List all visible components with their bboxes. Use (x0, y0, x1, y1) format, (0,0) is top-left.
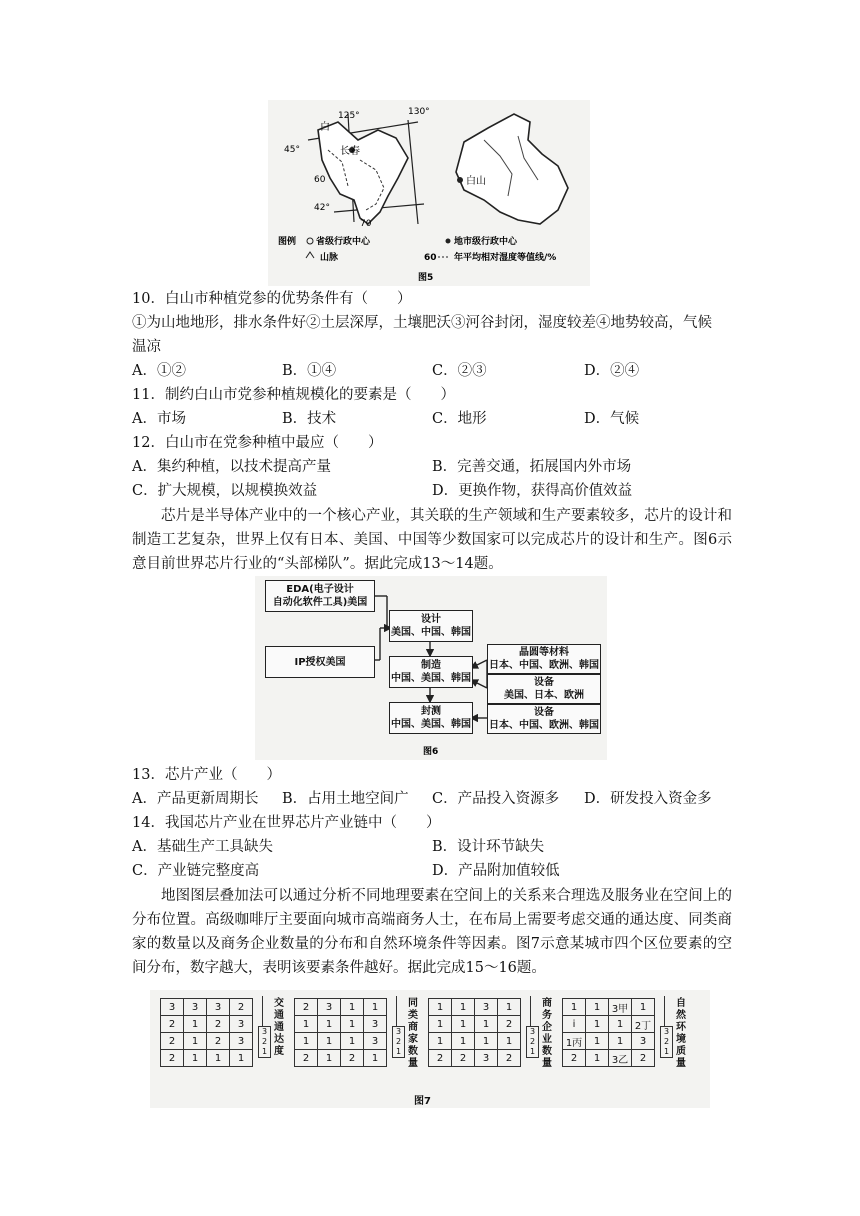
fig7-arrow-3 (530, 996, 531, 1026)
fig7-grid-row (563, 1016, 655, 1033)
place-baishan: 白山 (466, 176, 486, 187)
fig7-grid-row (295, 999, 387, 1016)
legend-humidity-value: 60 (424, 253, 437, 263)
fig7-grid-cell: 1 (184, 1050, 207, 1067)
fig7-grid-cell: 3 (318, 999, 341, 1016)
figure-7-caption: 图7 (414, 1096, 431, 1107)
box-ip (265, 646, 375, 678)
fig7-grid-cell: 3 (230, 1016, 253, 1033)
q12-option-b[interactable]: B．完善交通，拓展国内外市场 (432, 459, 632, 475)
q10-option-c[interactable]: C．②③ (432, 363, 487, 379)
fig7-scale-1 (258, 1026, 271, 1058)
fig7-grid-cell: 2 (207, 1016, 230, 1033)
fig7-grid-row (429, 1033, 521, 1050)
fig7-grid-cell: 1 (207, 1050, 230, 1067)
q13-option-d[interactable]: D．研发投入资金多 (584, 791, 712, 807)
q11-option-a[interactable]: A．市场 (132, 411, 186, 427)
fig7-grid-cell: 1 (452, 1016, 475, 1033)
q13-stem: 13．芯片产业（ ） (132, 767, 281, 783)
fig7-grid-row (429, 1050, 521, 1067)
box-package (389, 702, 473, 734)
box-wafer (487, 644, 601, 674)
fig7-grid-row (429, 999, 521, 1016)
fig7-grid-cell: 1 (429, 1016, 452, 1033)
box-manufacture-countries: 中国、美国、韩国 (391, 673, 471, 684)
fig7-grid-cell: 1 (452, 999, 475, 1016)
fig7-scale-value: 2 (663, 1037, 670, 1046)
q11-stem: 11．制约白山市党参种植规模化的要素是（ ） (132, 387, 455, 403)
fig7-scale-4 (660, 1026, 673, 1058)
fig7-grid-cell: 3甲 (609, 999, 632, 1016)
box-manufacture (389, 656, 473, 688)
box-equipment-2-title: 设备 (534, 707, 554, 718)
fig7-grid-4 (562, 998, 655, 1067)
fig7-grid-cell: 1 (609, 1033, 632, 1050)
fig7-grid-row (161, 999, 253, 1016)
lon-125: 125° (338, 111, 360, 121)
fig7-grid-cell: 2 (207, 1033, 230, 1050)
q10-stem: 10．白山市种植党参的优势条件有（ ） (132, 291, 412, 307)
fig7-grid-cell: 3 (632, 1033, 655, 1050)
q11-option-d[interactable]: D．气候 (584, 411, 640, 427)
fig7-grid-cell: 1 (364, 1050, 387, 1067)
fig7-grid-cell: 2 (161, 1016, 184, 1033)
legend-prefix: 图例 (278, 237, 297, 247)
box-ip-label: IP授权美国 (294, 656, 346, 668)
box-equipment-1-countries: 美国、日本、欧洲 (504, 690, 584, 701)
fig7-grid-row (563, 1033, 655, 1050)
fig7-grid-cell: 3 (475, 999, 498, 1016)
fig7-scale-value: 3 (663, 1027, 670, 1036)
fig7-scale-value: 2 (395, 1037, 402, 1046)
q12-option-c[interactable]: C．扩大规模，以规模换效益 (132, 483, 318, 499)
q10-option-b[interactable]: B．①④ (282, 363, 337, 379)
fig7-grid-cell: 1 (230, 1050, 253, 1067)
q12-option-d[interactable]: D．更换作物，获得高价值效益 (432, 483, 633, 499)
fig7-grid-row (295, 1016, 387, 1033)
fig7-grid-cell: 2 (341, 1050, 364, 1067)
fig7-grid-cell: 1 (586, 1033, 609, 1050)
fig7-scale-value: 2 (261, 1037, 268, 1046)
box-wafer-countries: 日本、中国、欧洲、韩国 (489, 660, 599, 671)
fig7-grid-cell: 2 (563, 1050, 586, 1067)
fig7-scale-value: 1 (261, 1047, 268, 1056)
q13-option-c[interactable]: C．产品投入资源多 (432, 791, 560, 807)
box-design (389, 610, 473, 642)
fig7-scale-3 (526, 1026, 539, 1058)
fig7-grid-cell: 1 (609, 1016, 632, 1033)
fig7-grid-cell: 1 (563, 999, 586, 1016)
fig7-grid-cell: 3 (364, 1016, 387, 1033)
q12-stem: 12．白山市在党参种植中最应（ ） (132, 435, 383, 451)
fig7-scale-value: 2 (529, 1037, 536, 1046)
q10-statements-1: ①为山地地形，排水条件好②土层深厚，土壤肥沃③河谷封闭，湿度较差④地势较高，气候 (132, 315, 712, 331)
q13-option-a[interactable]: A．产品更新周期长 (132, 791, 259, 807)
lon-130: 130° (408, 107, 430, 117)
fig7-grid-cell: 2 (498, 1016, 521, 1033)
fig7-grid-cell: 2 (230, 999, 253, 1016)
figure-5 (268, 100, 590, 286)
q10-option-d[interactable]: D．②④ (584, 363, 640, 379)
contour-70: 70 (360, 219, 372, 229)
fig7-grid-cell: 1丙 (563, 1033, 586, 1050)
fig7-grid-cell: 1 (586, 999, 609, 1016)
box-eda (265, 580, 375, 612)
lat-45: 45° (284, 145, 300, 155)
fig7-grid-cell: 1 (498, 1033, 521, 1050)
fig7-grid-cell: 1 (429, 999, 452, 1016)
fig7-grid-cell: 1 (184, 1016, 207, 1033)
fig7-grid-cell: 1 (318, 1050, 341, 1067)
fig7-grid-cell: 2 (161, 1033, 184, 1050)
q14-option-a[interactable]: A．基础生产工具缺失 (132, 839, 273, 855)
legend-humidity: 年平均相对湿度等值线/% (454, 253, 557, 263)
fig7-grid-row (161, 1050, 253, 1067)
fig7-grid-cell: 3 (207, 999, 230, 1016)
fig7-grid-cell: 1 (318, 1033, 341, 1050)
fig7-grid-cell: 1 (429, 1033, 452, 1050)
passage-chip: 芯片是半导体产业中的一个核心产业，其关联的生产领域和生产要素较多，芯片的设计和制造工艺复杂，世界上仅有日本、美国、中国等少数国家可以完成芯片的设计和生产。图6示意目前世界芯片行业的“头部梯队”。据此完成13～14题。 (132, 508, 732, 572)
box-manufacture-title: 制造 (421, 660, 441, 671)
fig7-grid-cell: 2 (295, 999, 318, 1016)
fig7-grid-cell: 1 (184, 1033, 207, 1050)
fig7-grid-cell: 2 (632, 1050, 655, 1067)
fig7-grid-cell: 1 (586, 1050, 609, 1067)
fig7-grid-2 (294, 998, 387, 1067)
box-eda-line2: 自动化软件工具)美国 (272, 597, 368, 608)
place-changchun: 长春 (340, 146, 360, 157)
fig7-scale-value: 3 (529, 1027, 536, 1036)
contour-60: 60 (314, 175, 326, 185)
fig7-grid-cell: 1 (475, 1033, 498, 1050)
fig7-label-3: 商务企业数量 (542, 998, 552, 1069)
fig7-grid-cell: 3 (184, 999, 207, 1016)
fig7-grid-cell: 2 (498, 1050, 521, 1067)
fig7-grid-cell: 2 (161, 1050, 184, 1067)
fig7-grid-cell: 2 (295, 1050, 318, 1067)
fig7-grid-cell: i (563, 1016, 586, 1033)
q14-stem: 14．我国芯片产业在世界芯片产业链中（ ） (132, 815, 441, 831)
fig7-arrow-1 (262, 996, 263, 1026)
box-design-title: 设计 (421, 614, 441, 625)
fig7-scale-value: 1 (663, 1047, 670, 1056)
figure-5-caption: 图5 (418, 273, 434, 283)
fig7-grid-cell: 1 (475, 1016, 498, 1033)
fig7-grid-cell: 1 (341, 1033, 364, 1050)
fig7-grid-row (161, 1016, 253, 1033)
box-package-countries: 中国、美国、韩国 (391, 719, 471, 730)
fig7-grid-row (295, 1050, 387, 1067)
box-equipment-2 (487, 704, 601, 734)
box-equipment-1-title: 设备 (534, 677, 554, 688)
fig7-grid-cell: 1 (295, 1033, 318, 1050)
q14-option-d[interactable]: D．产品附加值较低 (432, 863, 560, 879)
fig7-grid-cell: 3 (230, 1033, 253, 1050)
fig7-grid-cell: 2丁 (632, 1016, 655, 1033)
q11-option-b[interactable]: B．技术 (282, 411, 337, 427)
q10-option-a[interactable]: A．①② (132, 363, 186, 379)
box-wafer-title: 晶圆等材料 (519, 647, 569, 658)
fig7-grid-row (161, 1033, 253, 1050)
figure-7 (150, 990, 710, 1108)
fig7-grid-cell: 1 (452, 1033, 475, 1050)
fig7-grid-row (429, 1016, 521, 1033)
fig7-scale-value: 3 (395, 1027, 402, 1036)
fig7-grid-cell: 3 (364, 1033, 387, 1050)
fig7-label-2: 同类商家数量 (408, 998, 418, 1069)
box-design-countries: 美国、中国、韩国 (391, 627, 471, 638)
q12-option-a[interactable]: A．集约种植，以技术提高产量 (132, 459, 331, 475)
fig7-grid-cell: 1 (586, 1016, 609, 1033)
legend-prefecture: 地市级行政中心 (454, 237, 518, 247)
fig7-grid-cell: 1 (364, 999, 387, 1016)
figure-5-map (268, 100, 590, 286)
fig7-grid-cell: 1 (318, 1016, 341, 1033)
fig7-grid-cell: 1 (341, 999, 364, 1016)
fig7-grid-cell: 3乙 (609, 1050, 632, 1067)
fig7-scale-value: 1 (395, 1047, 402, 1056)
fig7-grid-cell: 1 (295, 1016, 318, 1033)
fig7-grid-cell: 2 (452, 1050, 475, 1067)
fig7-grid-row (295, 1033, 387, 1050)
fig7-grid-cell: 3 (161, 999, 184, 1016)
fig7-arrow-4 (664, 996, 665, 1026)
figure-6 (255, 576, 607, 760)
q11-option-c[interactable]: C．地形 (432, 411, 487, 427)
fig7-label-4: 自然环境质量 (676, 998, 686, 1069)
fig7-arrow-2 (396, 996, 397, 1026)
q14-option-c[interactable]: C．产业链完整度高 (132, 863, 260, 879)
figure-6-caption: 图6 (423, 747, 439, 757)
passage-cafe: 地图图层叠加法可以通过分析不同地理要素在空间上的关系来合理选及服务业在空间上的分布位置。高级咖啡厅主要面向城市高端商务人士，在布局上需要考虑交通的通达度、同类商家的数量以及商务企业数量的分布和自然环境条件等因素。图7示意某城市四个区位要素的空间分布，数字越大，表明该要素条件越好。据此完成15～16题。 (132, 888, 732, 976)
lat-42: 42° (314, 203, 330, 213)
fig7-grid-row (563, 1050, 655, 1067)
legend-mountain: 山脉 (320, 253, 339, 263)
box-equipment-1 (487, 674, 601, 704)
fig7-scale-2 (392, 1026, 405, 1058)
fig7-scale-value: 1 (529, 1047, 536, 1056)
box-eda-line1: EDA(电子设计 (286, 584, 354, 595)
place-bai: 白 (320, 122, 330, 133)
fig7-grid-cell: 1 (498, 999, 521, 1016)
fig7-grid-cell: 3 (475, 1050, 498, 1067)
q13-option-b[interactable]: B．占用土地空间广 (282, 791, 409, 807)
q10-statements-2: 温凉 (132, 339, 161, 355)
box-package-title: 封测 (421, 706, 441, 717)
fig7-label-1: 交通通达度 (274, 998, 284, 1057)
fig7-grid-cell: 2 (429, 1050, 452, 1067)
box-equipment-2-countries: 日本、中国、欧洲、韩国 (489, 720, 599, 731)
fig7-grid-cell: 1 (632, 999, 655, 1016)
q14-option-b[interactable]: B．设计环节缺失 (432, 839, 545, 855)
fig7-grid-row (563, 999, 655, 1016)
fig7-grid-3 (428, 998, 521, 1067)
fig7-grid-1 (160, 998, 253, 1067)
legend-provincial: 省级行政中心 (316, 237, 371, 247)
fig7-grid-cell: 1 (341, 1016, 364, 1033)
fig7-scale-value: 3 (261, 1027, 268, 1036)
